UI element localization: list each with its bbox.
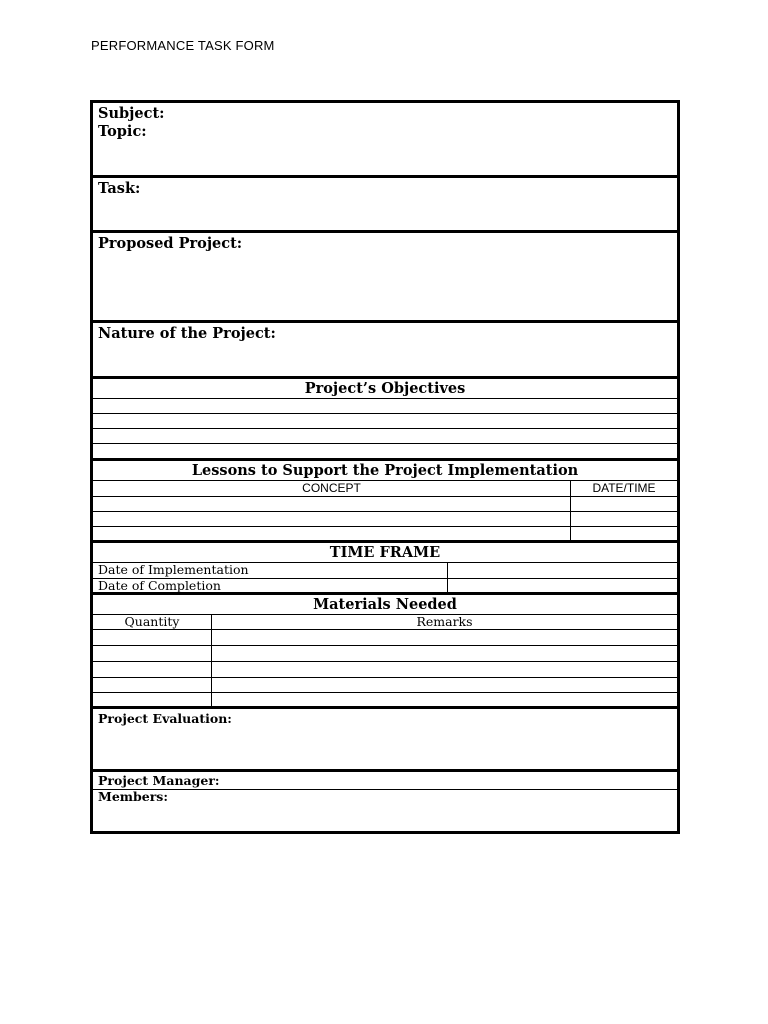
subject-topic-section — [93, 103, 677, 178]
team-row-line — [93, 789, 677, 790]
materials-row-line — [93, 677, 677, 678]
lessons-row-line — [93, 496, 677, 497]
date-of-implementation-label: Date of Implementation — [98, 562, 249, 577]
materials-row-line — [93, 692, 677, 693]
team-section — [93, 772, 677, 834]
materials-row-line — [93, 661, 677, 662]
time-frame-title: TIME FRAME — [329, 544, 441, 561]
proposed-project-label: Proposed Project: — [98, 235, 243, 252]
task-label: Task: — [98, 180, 141, 197]
members-label: Members: — [98, 789, 168, 804]
concept-column-header: CONCEPT — [302, 481, 361, 495]
objectives-section — [93, 379, 677, 461]
nature-section — [93, 323, 677, 379]
task-section — [93, 178, 677, 233]
lessons-row-line — [93, 511, 677, 512]
materials-column-divider — [211, 614, 212, 706]
objectives-row-line — [93, 443, 677, 444]
datetime-column-header: DATE/TIME — [592, 481, 656, 495]
evaluation-section — [93, 709, 677, 772]
subject-label: Subject: — [98, 105, 165, 122]
performance-task-form — [90, 100, 680, 834]
proposed-project-section — [93, 233, 677, 323]
materials-section — [93, 595, 677, 709]
project-manager-label: Project Manager: — [98, 773, 220, 788]
materials-title: Materials Needed — [313, 596, 457, 613]
lessons-column-divider — [570, 480, 571, 540]
nature-label: Nature of the Project: — [98, 325, 276, 342]
lessons-title: Lessons to Support the Project Implementation — [191, 462, 579, 479]
time-frame-section — [93, 543, 677, 595]
objectives-title: Project’s Objectives — [304, 380, 466, 397]
date-of-completion-label: Date of Completion — [98, 578, 221, 593]
project-evaluation-label: Project Evaluation: — [98, 711, 232, 726]
quantity-column-header: Quantity — [124, 614, 180, 629]
materials-row-line — [93, 629, 677, 630]
objectives-row-line — [93, 428, 677, 429]
page-title: PERFORMANCE TASK FORM — [91, 38, 275, 53]
materials-row-line — [93, 645, 677, 646]
lessons-section — [93, 461, 677, 543]
lessons-row-line — [93, 526, 677, 527]
topic-label: Topic: — [98, 123, 147, 140]
time-frame-column-divider — [447, 562, 448, 592]
objectives-row-line — [93, 398, 677, 399]
objectives-row-line — [93, 413, 677, 414]
remarks-column-header: Remarks — [416, 614, 473, 629]
